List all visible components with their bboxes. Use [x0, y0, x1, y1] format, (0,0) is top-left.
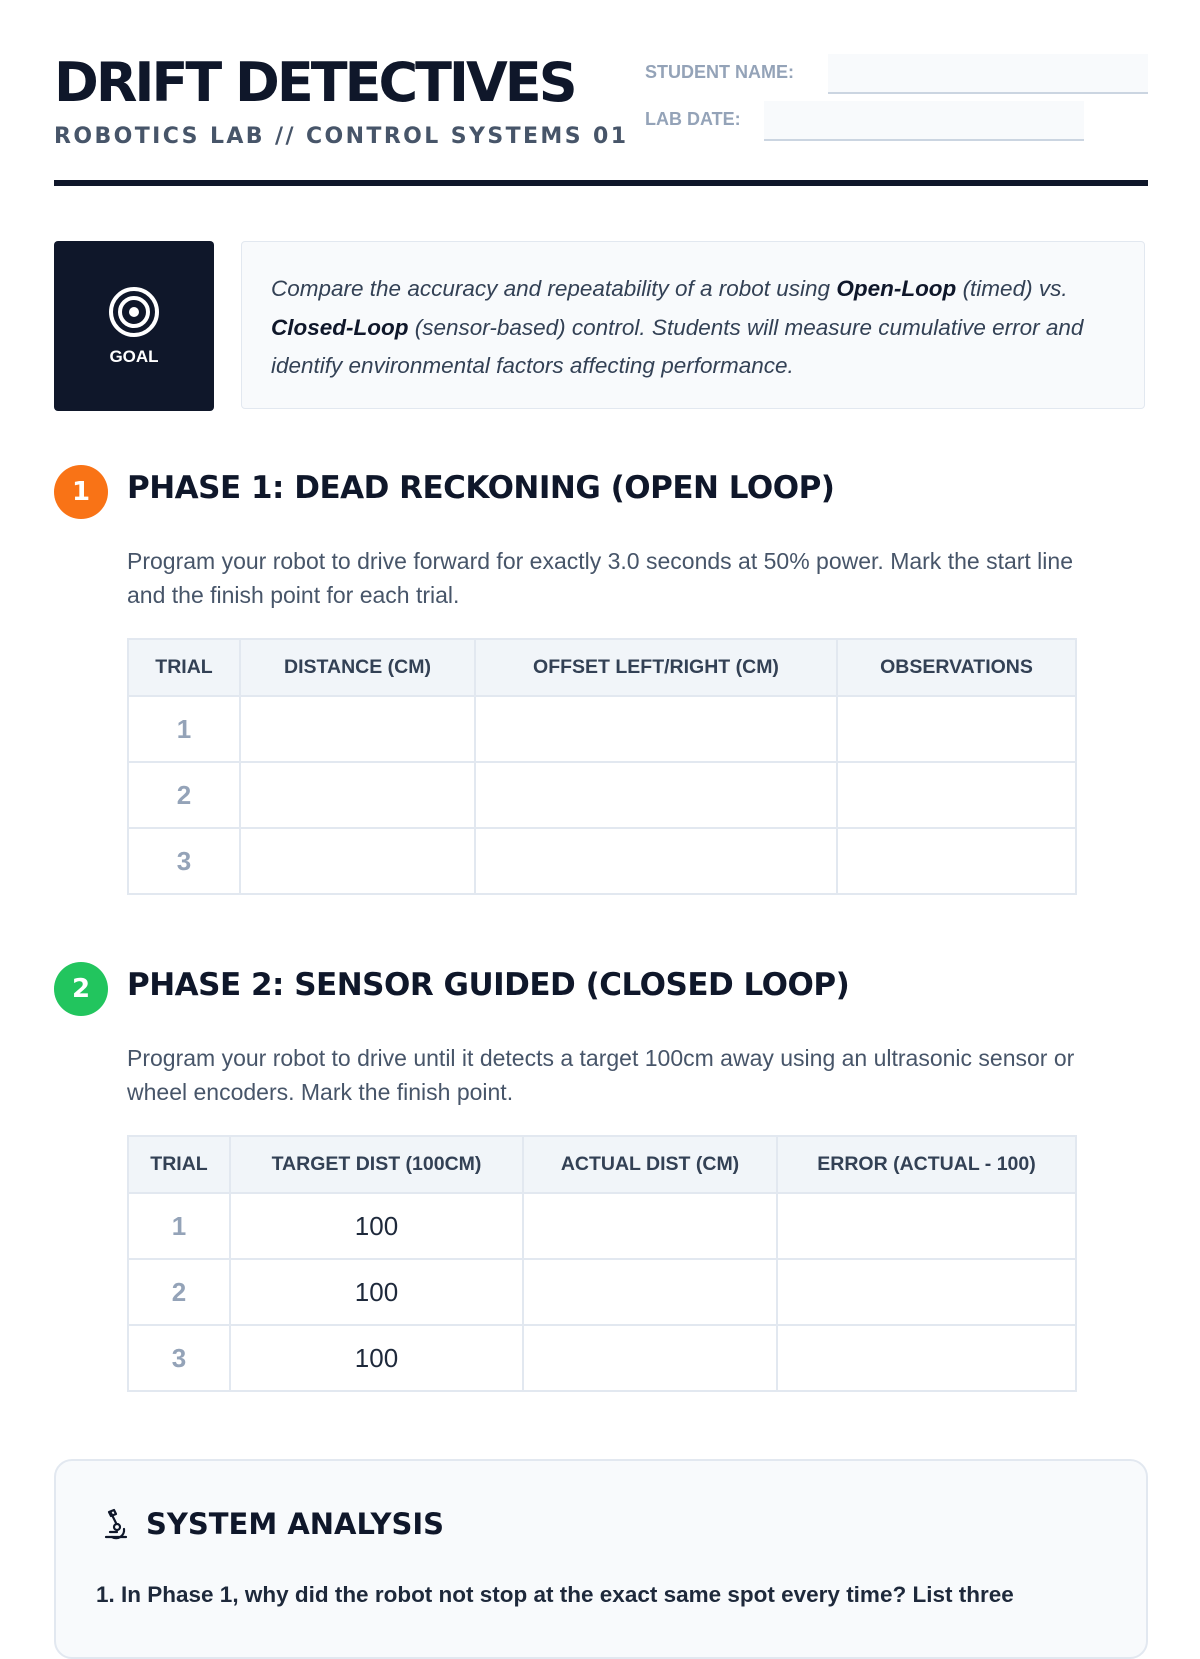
goal-text-part: (sensor-based) control. Students will measure cumulative error and identify environmental factors affecting performance.: [271, 314, 1084, 378]
goal-closed-loop-term: Closed-Loop: [271, 314, 409, 340]
goal-text-part: (timed) vs.: [956, 276, 1068, 301]
system-analysis-panel: [54, 1459, 1148, 1659]
error-cell[interactable]: [777, 1325, 1076, 1391]
distance-cell[interactable]: [240, 696, 475, 762]
table-row: [128, 1259, 1076, 1325]
table-row: [128, 762, 1076, 828]
column-header: OBSERVATIONS: [837, 639, 1076, 696]
distance-cell[interactable]: [240, 762, 475, 828]
table-row: [128, 828, 1076, 894]
observations-cell[interactable]: [837, 696, 1076, 762]
table-header-row: [128, 1136, 1076, 1193]
column-header: OFFSET LEFT/RIGHT (CM): [475, 639, 837, 696]
worksheet-subtitle: ROBOTICS LAB // CONTROL SYSTEMS 01: [54, 124, 629, 149]
goal-badge: [54, 241, 214, 411]
header-divider: [54, 180, 1148, 186]
actual-distance-cell[interactable]: [523, 1325, 777, 1391]
actual-distance-cell[interactable]: [523, 1193, 777, 1259]
trial-number: 2: [128, 1259, 230, 1325]
goal-text-part: Compare the accuracy and repeatability of a robot using: [271, 276, 837, 301]
offset-cell[interactable]: [475, 828, 837, 894]
phase-2-number-badge: 2: [54, 962, 108, 1016]
system-analysis-title: SYSTEM ANALYSIS: [146, 1507, 445, 1541]
target-distance-cell: 100: [230, 1259, 523, 1325]
phase-1-number-badge: 1: [54, 465, 108, 519]
distance-cell[interactable]: [240, 828, 475, 894]
student-name-label: STUDENT NAME:: [645, 62, 794, 82]
goal-label: GOAL: [109, 347, 159, 366]
trial-number: 3: [128, 828, 240, 894]
column-header: ERROR (ACTUAL - 100): [777, 1136, 1076, 1193]
phase-2-description: Program your robot to drive until it detects a target 100cm away using an ultrasonic sensor or wheel encoders. Mark the finish point.: [127, 1045, 1075, 1105]
worksheet-header: [54, 52, 1148, 186]
phase-1-table: [127, 638, 1077, 895]
column-header: DISTANCE (CM): [240, 639, 475, 696]
target-distance-cell: 100: [230, 1193, 523, 1259]
error-cell[interactable]: [777, 1259, 1076, 1325]
phase-1-title: PHASE 1: DEAD RECKONING (OPEN LOOP): [127, 470, 835, 506]
actual-distance-cell[interactable]: [523, 1259, 777, 1325]
observations-cell[interactable]: [837, 828, 1076, 894]
goal-open-loop-term: Open-Loop: [836, 276, 957, 301]
student-name-field[interactable]: [828, 54, 1148, 94]
phase-2-title: PHASE 2: SENSOR GUIDED (CLOSED LOOP): [127, 967, 850, 1003]
target-icon: [107, 285, 161, 339]
offset-cell[interactable]: [475, 762, 837, 828]
phase-2-table: [127, 1135, 1077, 1392]
analysis-question-1: 1. In Phase 1, why did the robot not stop at the exact same spot every time? List three: [96, 1582, 1014, 1607]
table-row: [128, 1325, 1076, 1391]
column-header: ACTUAL DIST (CM): [523, 1136, 777, 1193]
column-header: TRIAL: [128, 1136, 230, 1193]
lab-date-label: LAB DATE:: [645, 109, 741, 129]
trial-number: 1: [128, 1193, 230, 1259]
lab-date-field[interactable]: [764, 101, 1084, 141]
goal-description: [241, 241, 1145, 409]
microscope-icon: [102, 1508, 132, 1540]
table-header-row: [128, 639, 1076, 696]
trial-number: 2: [128, 762, 240, 828]
phase-1-description: Program your robot to drive forward for exactly 3.0 seconds at 50% power. Mark the start line and the finish point for each trial.: [127, 548, 1073, 608]
column-header: TARGET DIST (100CM): [230, 1136, 523, 1193]
trial-number: 1: [128, 696, 240, 762]
error-cell[interactable]: [777, 1193, 1076, 1259]
offset-cell[interactable]: [475, 696, 837, 762]
system-analysis-heading: [102, 1507, 444, 1541]
column-header: TRIAL: [128, 639, 240, 696]
trial-number: 3: [128, 1325, 230, 1391]
observations-cell[interactable]: [837, 762, 1076, 828]
target-distance-cell: 100: [230, 1325, 523, 1391]
table-row: [128, 1193, 1076, 1259]
table-row: [128, 696, 1076, 762]
worksheet-title: DRIFT DETECTIVES: [54, 51, 575, 114]
